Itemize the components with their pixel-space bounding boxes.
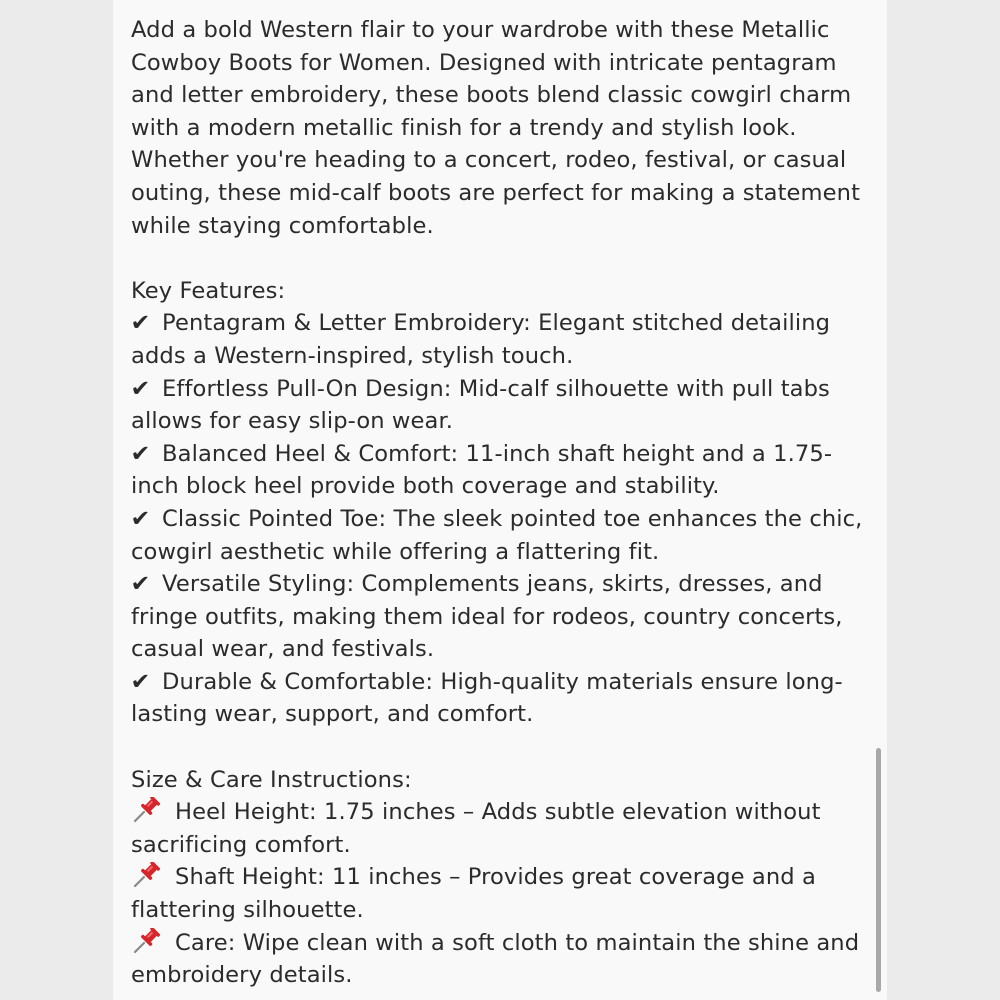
care-text: Shaft Height: 11 inches – Provides great coverage and a flattering silhouette.: [131, 864, 816, 924]
feature-text: Effortless Pull-On Design: Mid-calf silhouette with pull tabs allows for easy slip-on wear.: [131, 375, 830, 435]
care-item: [131, 796, 876, 861]
feature-text: Versatile Styling: Complements jeans, skirts, dresses, and fringe outfits, making them ideal for rodeos, country concerts, casual wear, and festivals.: [131, 571, 843, 663]
product-description: [131, 14, 876, 992]
care-instructions-heading: Size & Care Instructions:: [131, 766, 412, 793]
checkmark-icon: ✔: [130, 505, 151, 532]
key-features-list: [131, 307, 876, 731]
care-item: [131, 861, 876, 926]
feature-item: [131, 373, 876, 438]
care-text: Heel Height: 1.75 inches – Adds subtle elevation without sacrificing comfort.: [131, 799, 821, 858]
feature-text: Pentagram & Letter Embroidery: Elegant stitched detailing adds a Western-inspired, stylish touch.: [131, 310, 831, 369]
pushpin-icon: [131, 928, 163, 954]
feature-item: [131, 568, 876, 666]
description-panel: [113, 0, 887, 1000]
feature-text: Balanced Heel & Comfort: 11-inch shaft height and a 1.75-inch block heel provide both coverage and stability.: [131, 440, 833, 500]
feature-item: [131, 666, 876, 731]
feature-item: [131, 438, 876, 503]
spacer: [131, 242, 876, 275]
care-item: [131, 927, 876, 992]
feature-text: Durable & Comfortable: High-quality materials ensure long-lasting wear, support, and comfort.: [131, 668, 843, 728]
vertical-scrollbar[interactable]: [876, 748, 881, 992]
spacer: [131, 731, 876, 764]
checkmark-icon: ✔: [130, 668, 151, 695]
checkmark-icon: ✔: [130, 440, 151, 467]
checkmark-icon: ✔: [130, 375, 151, 402]
pushpin-icon: [131, 862, 163, 888]
intro-paragraph: Add a bold Western flair to your wardrobe with these Metallic Cowboy Boots for Women. Designed with intricate pentagram and letter embroidery, these boots blend classic cowgirl charm with a modern metallic finish for a trendy and stylish look. Whether you're heading to a concert, rodeo, festival, or casual outing, these mid-calf boots are perfect for making a statement while staying comfortable.: [131, 17, 861, 239]
pushpin-icon: [131, 797, 163, 823]
feature-text: Classic Pointed Toe: The sleek pointed toe enhances the chic, cowgirl aesthetic while offering a flattering fit.: [131, 505, 863, 565]
checkmark-icon: ✔: [130, 310, 151, 337]
feature-item: [131, 307, 876, 372]
key-features-heading: Key Features:: [131, 277, 286, 304]
care-instructions-list: [131, 796, 876, 992]
care-text: Care: Wipe clean with a soft cloth to maintain the shine and embroidery details.: [131, 929, 860, 989]
checkmark-icon: ✔: [130, 571, 151, 598]
feature-item: [131, 503, 876, 568]
